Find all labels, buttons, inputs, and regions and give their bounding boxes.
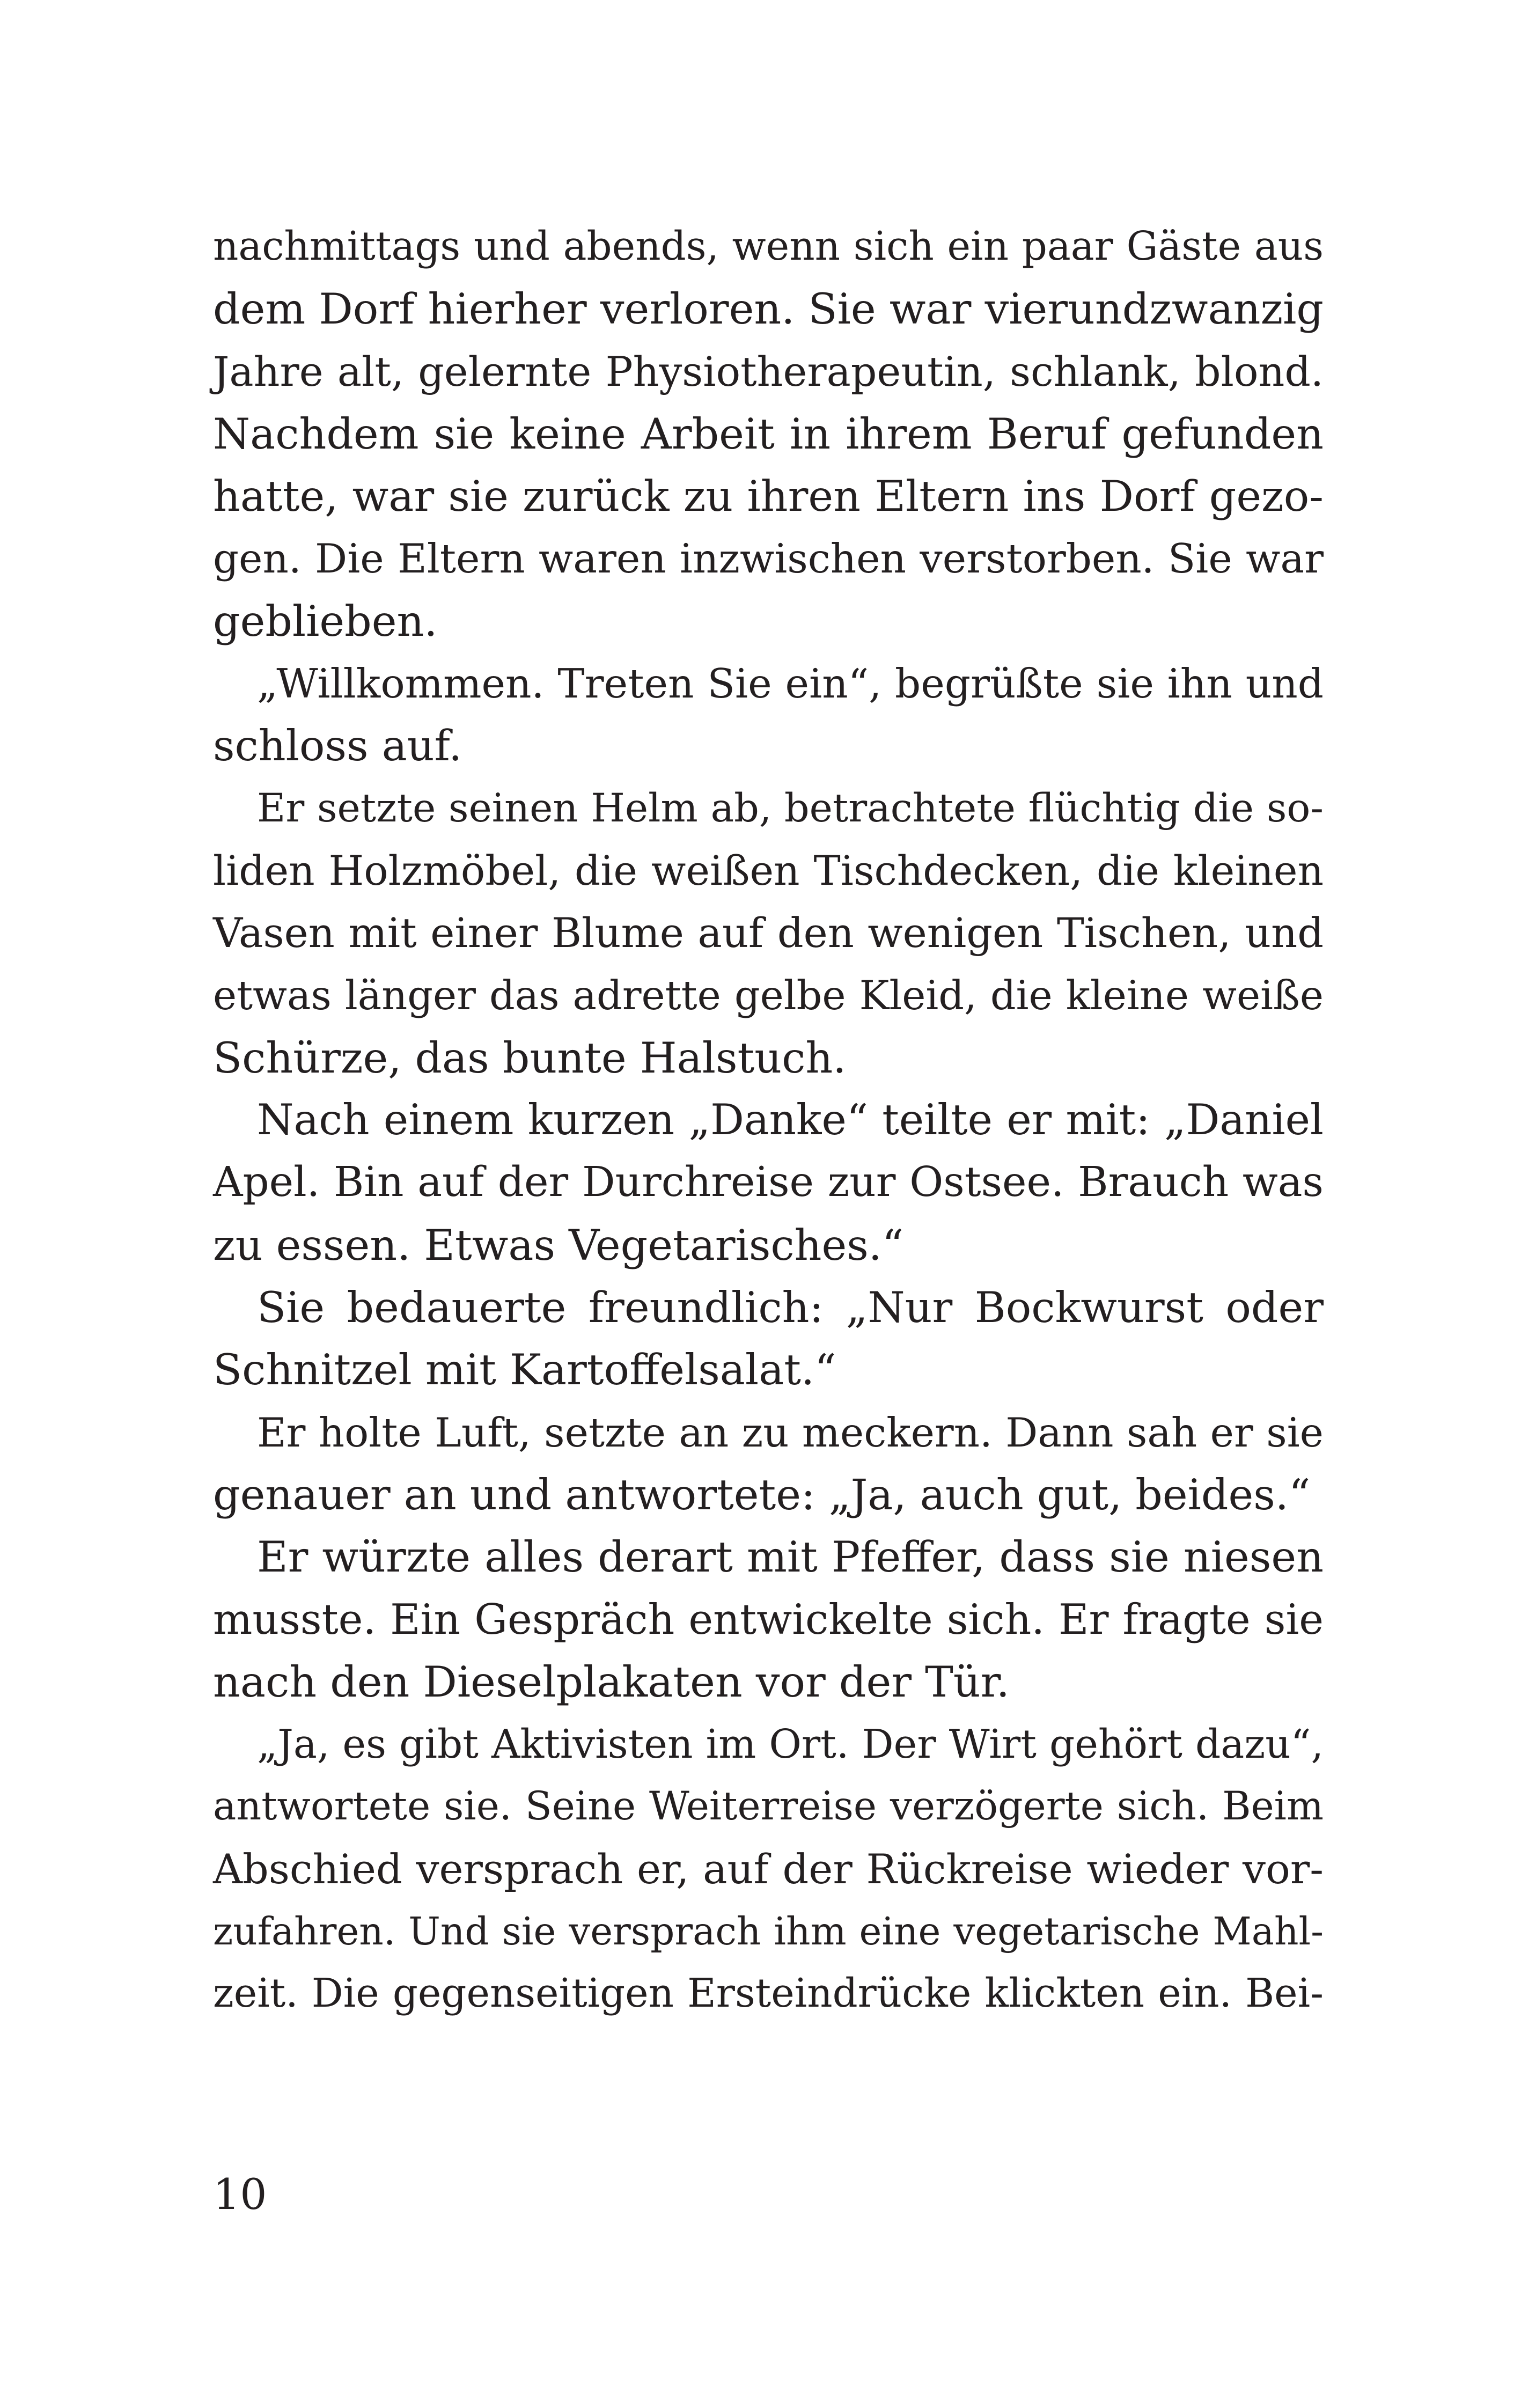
text-line: Apel. Bin auf der Durchreise zur Ostsee. Brauch was (213, 1158, 1324, 1207)
text-line: Schnitzel mit Kartoffelsalat.“ (213, 1345, 836, 1395)
text-line: gen. Die Eltern waren inzwischen verstorben. Sie war (213, 535, 1324, 583)
text-line: genauer an und antwortete: „Ja, auch gut, beides.“ (213, 1470, 1311, 1519)
text-line: nach den Dieselplakaten vor der Tür. (213, 1657, 1010, 1707)
paragraph (213, 1276, 1324, 1401)
paragraph (213, 652, 1324, 777)
text-line: Nachdem sie keine Arbeit in ihrem Beruf gefunden (213, 409, 1324, 459)
text-line: etwas länger das adrette gelbe Kleid, die kleine weiße (213, 972, 1324, 1019)
text-line: zeit. Die gegenseitigen Ersteindrücke klickten ein. Bei- (213, 1971, 1324, 2017)
text-line: liden Holzmöbel, die weißen Tischdecken, die kleinen (213, 847, 1324, 894)
text-line: Er setzte seinen Helm ab, betrachtete flüchtig die so- (257, 785, 1324, 831)
body-text (213, 216, 1324, 2025)
page-number: 10 (213, 2170, 267, 2219)
paragraph (213, 1526, 1324, 1713)
text-line: Nach einem kurzen „Danke“ teilte er mit: „Daniel (257, 1096, 1324, 1145)
paragraph (213, 1401, 1324, 1526)
text-line: Sie bedauerte freundlich: „Nur Bockwurst oder (257, 1283, 1324, 1333)
text-line: „Ja, es gibt Aktivisten im Ort. Der Wirt gehört dazu“, (257, 1721, 1324, 1768)
text-line: antwortete sie. Seine Weiterreise verzögerte sich. Beim (213, 1783, 1324, 1830)
paragraph (213, 777, 1324, 1089)
text-line: Er holte Luft, setzte an zu meckern. Dann sah er sie (257, 1408, 1324, 1456)
paragraph (213, 1713, 1324, 2025)
text-line: nachmittags und abends, wenn sich ein paar Gäste aus (213, 224, 1324, 269)
text-line: Jahre alt, gelernte Physiotherapeutin, schlank, blond. (213, 348, 1324, 395)
paragraph (213, 1089, 1324, 1276)
text-line: Abschied versprach er, auf der Rückreise wieder vor- (213, 1845, 1324, 1893)
text-line: dem Dorf hierher verloren. Sie war vierundzwanzig (213, 284, 1324, 334)
text-line: Schürze, das bunte Halstuch. (213, 1033, 847, 1083)
text-line: schloss auf. (213, 721, 462, 771)
text-line: hatte, war sie zurück zu ihren Eltern ins Dorf gezo- (213, 472, 1324, 522)
text-line: „Willkommen. Treten Sie ein“, begrüßte sie ihn und (257, 660, 1324, 708)
text-line: zu essen. Etwas Vegetarisches.“ (213, 1220, 904, 1270)
text-line: geblieben. (213, 596, 438, 646)
text-line: zufahren. Und sie versprach ihm eine vegetarische Mahl- (213, 1909, 1324, 1954)
text-line: musste. Ein Gespräch entwickelte sich. Er fragte sie (213, 1595, 1324, 1644)
paragraph (213, 216, 1324, 652)
text-line: Er würzte alles derart mit Pfeffer, dass sie niesen (257, 1532, 1324, 1582)
text-line: Vasen mit einer Blume auf den wenigen Tischen, und (213, 909, 1324, 957)
